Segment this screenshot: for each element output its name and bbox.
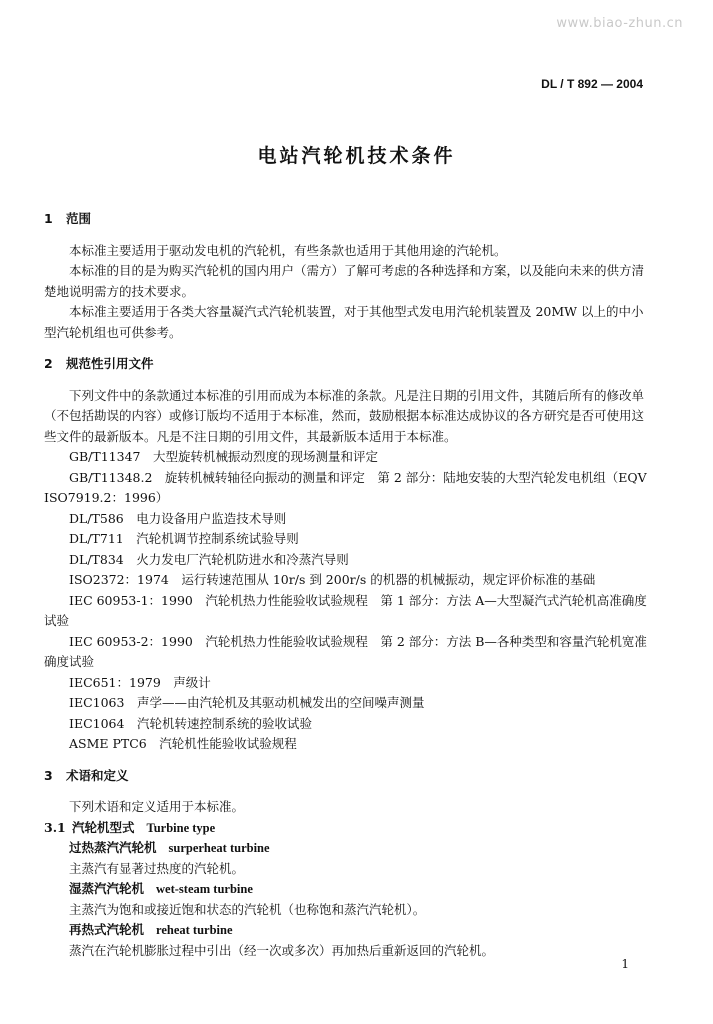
subterm-en: wet-steam turbine — [156, 882, 253, 896]
term-en: Turbine type — [146, 820, 216, 835]
scope-paragraph-3: 本标准主要适用于各类大容量凝汽式汽轮机装置，对于其他型式发电用汽轮机装置及 20MW 以上的中小型汽轮机组也可供参考。 — [44, 304, 644, 340]
reference-item: DL/T586 电力设备用户监造技术导则 — [69, 510, 287, 526]
subterm-heading — [44, 920, 649, 941]
section-title: 术语和定义 — [66, 767, 129, 783]
references-intro: 下列文件中的条款通过本标准的引用而成为本标准的条款。凡是注日期的引用文件，其随后所有的修改单（不包括勘误的内容）或修订版均不适用于本标准，然而，鼓励根据本标准达成协议的各方研究是否可使用这些文件的最新版本。凡是不注日期的引用文件，其最新版本适用于本标准。 — [44, 387, 645, 444]
term-zh: 汽轮机型式 — [72, 819, 135, 835]
subterm-definition: 主蒸汽有显著过热度的汽轮机。 — [69, 860, 245, 876]
reference-item: DL/T834 火力发电厂汽轮机防进水和冷蒸汽导则 — [69, 551, 349, 567]
reference-item: IEC1064 汽轮机转速控制系统的验收试验 — [69, 715, 312, 731]
section-number: 2 — [44, 356, 53, 371]
subterm-zh: 湿蒸汽汽轮机 — [69, 881, 145, 896]
section-title: 规范性引用文件 — [66, 356, 154, 371]
reference-item: GB/T11347 大型旋转机械振动烈度的现场测量和评定 — [69, 449, 378, 464]
section-title: 范围 — [66, 211, 92, 226]
section-number: 1 — [44, 211, 53, 226]
subterm-definition: 蒸汽在汽轮机膨胀过程中引出（经一次或多次）再加热后重新返回的汽轮机。 — [69, 942, 495, 958]
subterm-en: reheat turbine — [156, 923, 233, 937]
standard-code: DL / T 892 — 2004 — [541, 77, 643, 91]
subterm-zh: 过热蒸汽汽轮机 — [69, 840, 157, 855]
subterm-zh: 再热式汽轮机 — [69, 922, 145, 937]
section-3-heading — [44, 766, 649, 787]
subterm-heading — [44, 879, 649, 900]
term-heading — [44, 818, 649, 839]
watermark: www.biao-zhun.cn — [556, 16, 683, 31]
subterm-en: surperheat turbine — [168, 841, 270, 855]
document-title: 电站汽轮机技术条件 — [257, 145, 456, 167]
section-2-heading — [44, 354, 649, 375]
reference-item: GB/T11348.2 旋转机械转轴径向振动的测量和评定 第 2 部分：陆地安装的大型汽轮发电机组（EQV ISO7919.2：1996） — [44, 469, 647, 505]
terms-intro: 下列术语和定义适用于本标准。 — [69, 799, 245, 814]
scope-paragraph-2: 本标准的目的是为购买汽轮机的国内用户（需方）了解可考虑的各种选择和方案，以及能向未来的供方清楚地说明需方的技术要求。 — [44, 263, 645, 299]
section-1-heading — [44, 209, 649, 230]
term-number: 3.1 — [44, 819, 66, 835]
section-number: 3 — [44, 767, 53, 783]
subterm-heading — [44, 838, 649, 859]
reference-item: IEC1063 声学——由汽轮机及其驱动机械发出的空间噪声测量 — [69, 695, 425, 710]
page-number: 1 — [621, 957, 629, 971]
reference-item: IEC 60953-2：1990 汽轮机热力性能验收试验规程 第 2 部分：方法 B—各种类型和容量汽轮机宽准确度试验 — [44, 633, 647, 669]
reference-item: IEC651：1979 声级计 — [69, 674, 211, 690]
subterm-definition: 主蒸汽为饱和或接近饱和状态的汽轮机（也称饱和蒸汽汽轮机）。 — [69, 901, 426, 917]
reference-item: IEC 60953-1：1990 汽轮机热力性能验收试验规程 第 1 部分：方法 A—大型凝汽式汽轮机高准确度试验 — [44, 592, 647, 628]
scope-paragraph-1: 本标准主要适用于驱动发电机的汽轮机，有些条款也适用于其他用途的汽轮机。 — [69, 242, 507, 258]
document-body — [44, 209, 649, 961]
reference-item: ASME PTC6 汽轮机性能验收试验规程 — [69, 736, 297, 751]
reference-item: ISO2372：1974 运行转速范围从 10r/s 到 200r/s 的机器的机械振动，规定评价标准的基础 — [69, 572, 596, 587]
reference-item: DL/T711 汽轮机调节控制系统试验导则 — [69, 531, 299, 546]
